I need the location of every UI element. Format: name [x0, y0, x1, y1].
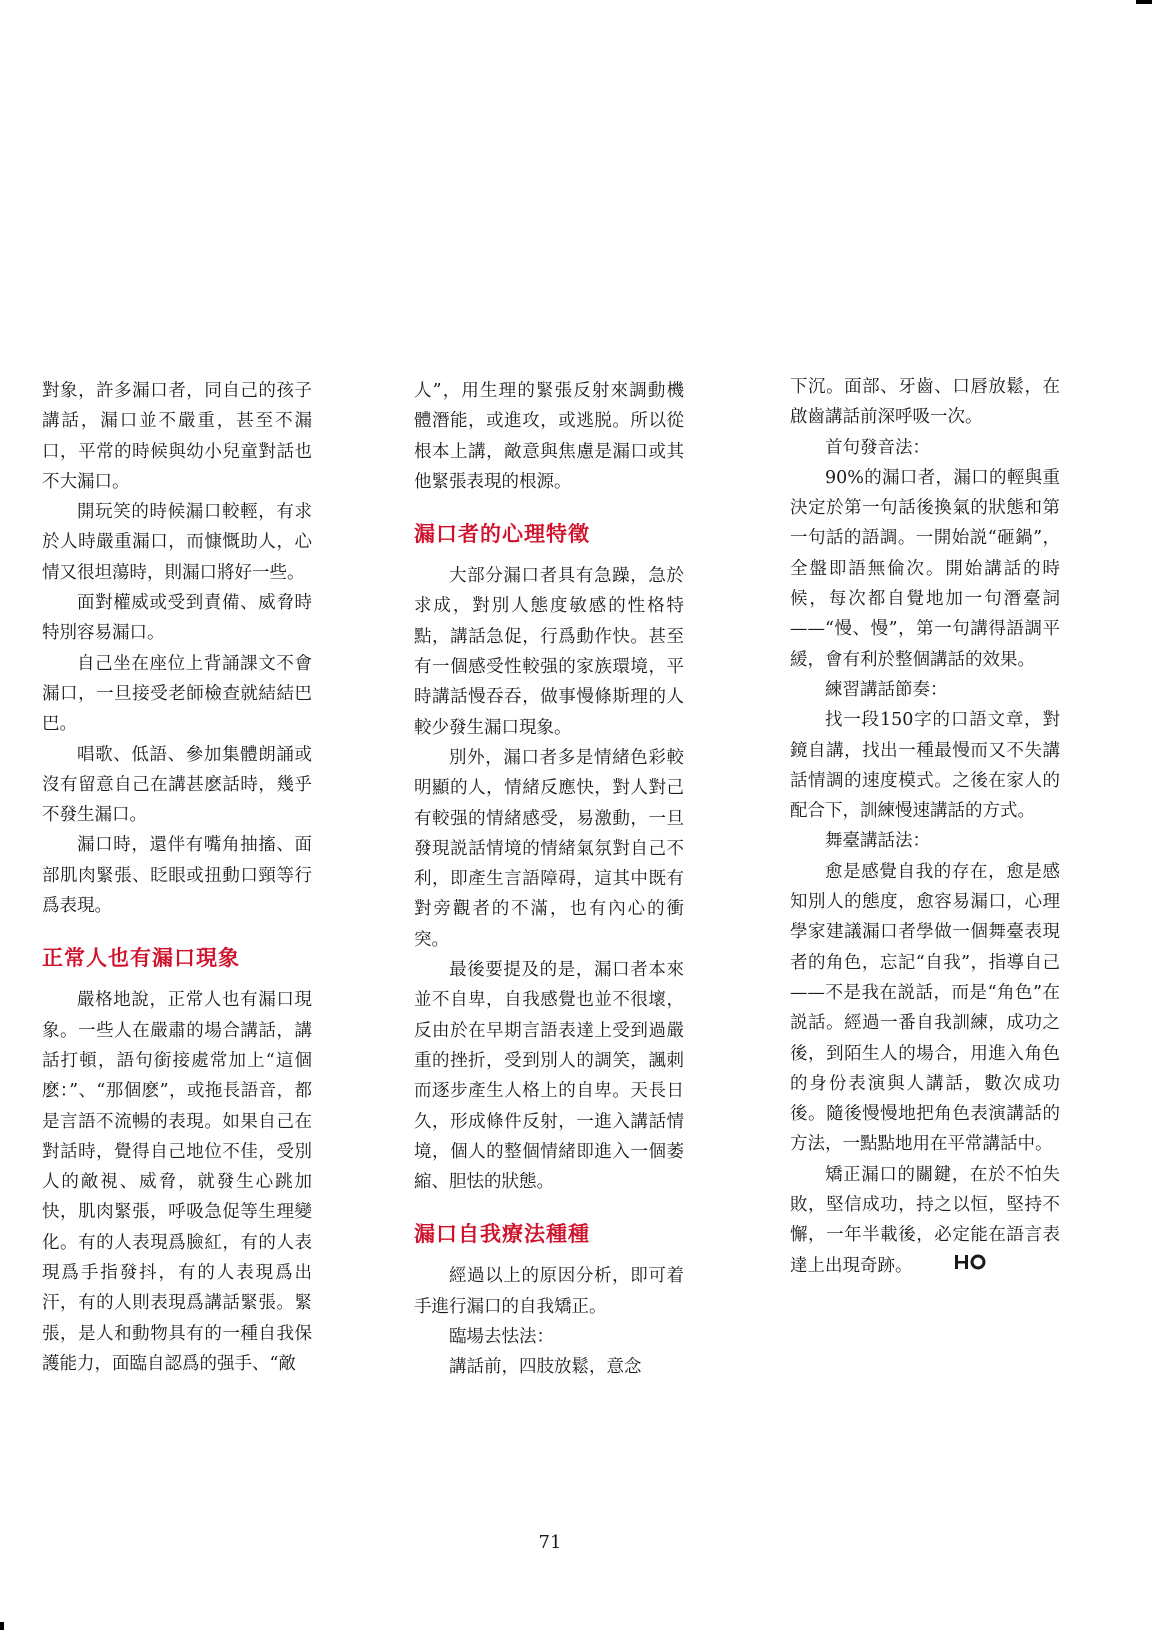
end-logo-icon	[919, 1251, 988, 1281]
paragraph: 最後要提及的是，漏口者本來並不自卑，自我感覺也並不很壞，反由於在早期言語表達上受到過嚴重的挫折，受到別人的調笑，諷刺而逐步產生人格上的自卑。天長日久，形成條件反射，一進入講話情境，個人的整個情緒即進入一個萎縮、胆怯的狀態。	[414, 960, 684, 1193]
paragraph: 唱歌、低語、參加集體朗誦或沒有留意自己在講甚麽話時，幾乎不發生漏口。	[42, 744, 312, 826]
paragraph-last	[790, 1160, 1060, 1282]
paragraph: 別外，漏口者多是情緒色彩較明顯的人，情緒反應快，對人對己有較强的情緒感受，易激動，一旦發現説話情境的情緒氣氛對自己不利，即產生言語障碍，這其中既有對旁觀者的不滿，也有內心的衝突。	[414, 747, 684, 950]
page-number: 71	[538, 1532, 562, 1553]
paragraph: 首句發音法：	[825, 437, 930, 458]
paragraph: 下沉。面部、牙齒、口唇放鬆，在啟齒講話前深呼吸一次。	[790, 377, 1060, 428]
paragraph: 愈是感覺自我的存在，愈是感知別人的態度，愈容易漏口，心理學家建議漏口者學做一個舞臺表現者的角色，忘記“自我”，指導自己——不是我在説話，而是“角色”在説話。經過一番自我訓練，成功之後，到陌生人的場合，用進入角色的身份表演與人講話，數次成功後。隨後慢慢地把角色表演講話的方法，一點點地用在平常講話中。	[790, 861, 1060, 1155]
paragraph: 舞臺講話法：	[825, 831, 930, 852]
column-2	[414, 376, 684, 1383]
paragraph: 嚴格地說，正常人也有漏口現象。一些人在嚴肅的場合講話，講話打頓，語句銜接處常加上“這個麽：”、“那個麽”，或拖長語音，都是言語不流暢的表現。如果自己在對話時，覺得自己地位不佳，受別人的敵視、威脅，就發生心跳加快，肌肉緊張，呼吸急促等生理變化。有的人表現爲臉紅，有的人表現爲手指發抖，有的人表現爲出汗，有的人則表現爲講話緊張。緊張，是人和動物具有的一種自我保護能力，面臨自認爲的强手、“敵	[42, 990, 312, 1374]
column-3	[790, 372, 1060, 1281]
paragraph: 臨場去怯法：	[449, 1327, 554, 1348]
column-1	[42, 376, 312, 1379]
paragraph: 經過以上的原因分析，即可着手進行漏口的自我矯正。	[414, 1266, 684, 1317]
section-heading: 正常人也有漏口現象	[42, 946, 240, 971]
scan-edge-mark-top	[1136, 0, 1152, 4]
section-heading: 漏口自我療法種種	[414, 1222, 590, 1247]
paragraph: 自己坐在座位上背誦課文不會漏口，一旦接受老師檢查就結結巴巴。	[42, 653, 312, 735]
paragraph: 大部分漏口者具有急躁，急於求成，對別人態度敏感的性格特點，講話急促，行爲動作快。甚至有一個感受性較强的家族環境，平時講話慢吞吞，做事慢條斯理的人較少發生漏口現象。	[414, 566, 684, 738]
paragraph: 開玩笑的時候漏口較輕，有求於人時嚴重漏口，而慷慨助人，心情又很坦蕩時，則漏口將好一些。	[42, 502, 312, 583]
scan-edge-mark-bottom	[0, 1622, 4, 1630]
paragraph: 講話前，四肢放鬆，意念	[449, 1357, 642, 1378]
paragraph: 找一段150字的口語文章，對鏡自講，找出一種最慢而又不失講話情調的速度模式。之後在家人的配合下，訓練慢速講話的方式。	[790, 710, 1060, 822]
paragraph: 90%的漏口者，漏口的輕與重決定於第一句話後換氣的狀態和第一句話的語調。一開始説“砸鍋”，全盤即語無倫次。開始講話的時候，每次都自覺地加一句潛臺詞——“慢、慢”，第一句講得語調平緩，會有利於整個講話的效果。	[790, 467, 1060, 670]
paragraph: 對象，許多漏口者，同自己的孩子講話，漏口並不嚴重，甚至不漏口，平常的時候與幼小兒童對話也不大漏口。	[42, 381, 312, 492]
paragraph-text: 矯正漏口的關鍵，在於不怕失敗，堅信成功，持之以恒，堅持不懈，一年半載後，必定能在語言表達上出現奇跡。	[790, 1164, 1060, 1276]
paragraph: 練習講話節奏：	[825, 679, 948, 700]
paragraph: 漏口時，還伴有嘴角抽搐、面部肌肉緊張、眨眼或扭動口頸等行爲表現。	[42, 835, 312, 917]
section-heading: 漏口者的心理特徵	[414, 522, 590, 547]
paragraph: 人”，用生理的緊張反射來調動機體潛能，或進攻，或逃脱。所以從根本上講，敵意與焦慮是漏口或其他緊張表現的根源。	[414, 381, 684, 492]
paragraph: 面對權威或受到責備、威脅時特別容易漏口。	[42, 593, 312, 644]
